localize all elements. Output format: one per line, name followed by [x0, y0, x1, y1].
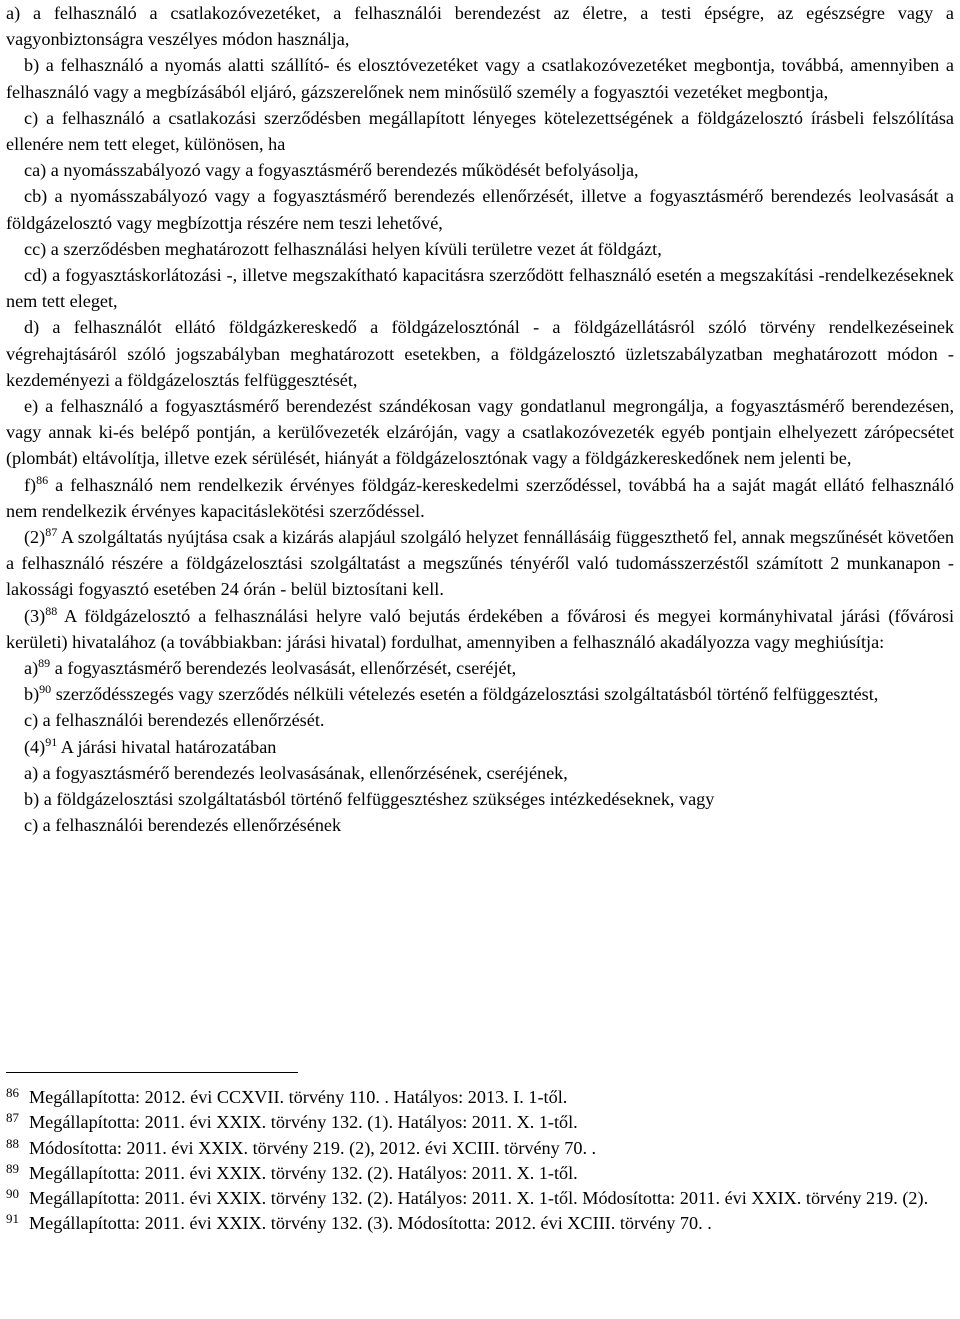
paragraph [6, 52, 954, 104]
footnote-separator [6, 1072, 298, 1073]
footnote-reference[interactable]: 88 [45, 603, 58, 618]
document-body [6, 0, 954, 839]
paragraph-text: A földgázelosztó a felhasználási helyre való bejutás érdekében a fővárosi és megyei kormányhivatal járási (fővárosi kerületi) hivatalához (a továbbiakban: járási hivatal) fordulhat, amennyiben a felhasználó akadályozza vagy meghiúsítja: [6, 605, 954, 652]
paragraph [6, 524, 954, 603]
paragraph [6, 707, 954, 733]
paragraph-text: b) a földgázelosztási szolgáltatásból történő felfüggesztéshez szükséges intézkedéseknek, vagy [24, 789, 715, 810]
paragraph-text: ca) a nyomásszabályozó vagy a fogyasztásmérő berendezés működését befolyásolja, [24, 160, 639, 181]
paragraph-text: c) a felhasználó a csatlakozási szerződésben megállapított lényeges kötelezettségének a földgázelosztó írásbeli felszólítása ellenére nem tett eleget, különösen, ha [6, 107, 954, 155]
footnote-list [6, 1085, 954, 1237]
footnote-reference[interactable]: 91 [45, 734, 58, 749]
paragraph [6, 105, 954, 157]
paragraph-text: b) a felhasználó a nyomás alatti szállító- és elosztóvezetéket vagy a csatlakozóvezetéket megbontja, továbbá, amennyiben a felhasználó vagy a megbízásából eljáró, gázszerelőnek nem minősülő személy a fogyasztói vezetéket megbontja, [6, 55, 954, 102]
footnote-text: Megállapította: 2011. évi XXIX. törvény 132. (2). Hatályos: 2011. X. 1-től. Módosította: 2011. évi XXIX. törvény 219. (2). [29, 1188, 929, 1209]
paragraph-text: a fogyasztásmérő berendezés leolvasását, ellenőrzését, cseréjét, [50, 658, 517, 679]
footnote-text: Megállapította: 2011. évi XXIX. törvény 132. (1). Hatályos: 2011. X. 1-től. [29, 1112, 578, 1133]
paragraph [6, 786, 954, 812]
footnote [6, 1110, 954, 1135]
paragraph [6, 734, 954, 760]
footnote-text: Megállapította: 2012. évi CCXVII. törvény 110. . Hatályos: 2013. I. 1-től. [29, 1087, 568, 1107]
paragraph-text: cb) a nyomásszabályozó vagy a fogyasztásmérő berendezés ellenőrzését, illetve a fogyasztásmérő berendezés leolvasását a földgázelosztó vagy megbízottja részére nem teszi lehetővé, [6, 186, 954, 233]
footnote [6, 1085, 954, 1110]
footnote-reference[interactable]: 86 [36, 472, 49, 487]
paragraph [6, 393, 954, 472]
paragraph-text: A szolgáltatás nyújtása csak a kizárás alapjául szolgáló helyzet fennállásáig függeszthető fel, annak megszűnését követően a felhasználó részére a földgázelosztási szolgáltatást a megszűnés tényéről való tudomásszerzéstől számított 2 munkanapon - lakossági fogyasztó esetében 24 órán - belül biztosítani kell. [6, 527, 954, 600]
footnote-number: 87 [6, 1110, 19, 1126]
footnote [6, 1211, 954, 1236]
footnote-number: 91 [6, 1211, 19, 1227]
paragraph [6, 655, 954, 681]
footnote-text: Megállapította: 2011. évi XXIX. törvény 132. (3). Módosította: 2012. évi XCIII. törvény 70. . [29, 1213, 712, 1234]
paragraph-text: cc) a szerződésben meghatározott felhasználási helyen kívüli területre vezet át földgázt, [24, 238, 662, 259]
paragraph-label: a) [24, 658, 39, 679]
footnote [6, 1186, 954, 1211]
footnote [6, 1136, 954, 1161]
paragraph [6, 472, 954, 524]
paragraph [6, 314, 954, 393]
paragraph [6, 681, 954, 707]
paragraph [6, 760, 954, 786]
paragraph [6, 183, 954, 235]
paragraph [6, 262, 954, 314]
paragraph [6, 157, 954, 183]
paragraph-text: A járási hivatal határozatában [57, 736, 277, 757]
paragraph-label: (4) [24, 736, 46, 757]
footnote-text: Megállapította: 2011. évi XXIX. törvény 132. (2). Hatályos: 2011. X. 1-től. [29, 1162, 578, 1183]
paragraph [6, 236, 954, 262]
paragraph-text: a) a fogyasztásmérő berendezés leolvasásának, ellenőrzésének, cseréjének, [24, 762, 568, 783]
footnote-reference[interactable]: 89 [38, 656, 51, 671]
footnote-reference[interactable]: 87 [45, 525, 58, 540]
paragraph-label: f) [24, 474, 37, 495]
footnote-text: Módosította: 2011. évi XXIX. törvény 219. (2), 2012. évi XCIII. törvény 70. . [29, 1137, 597, 1158]
paragraph-text: e) a felhasználó a fogyasztásmérő berendezést szándékosan vagy gondatlanul megrongálja, a fogyasztásmérő berendezésen, vagy annak ki-és belépő pontján, a kerülővezeték elzáróján, vagy a csatlakozóvezeték egyéb pontjain elhelyezett zárópecsétet (plombát) eltávolítja, illetve ezek sérülését, hiányát a földgázelosztónak vagy a földgázkereskedőnek nem jelenti be, [6, 396, 954, 469]
paragraph-label: (2) [24, 527, 46, 548]
paragraph-text: a) a felhasználó a csatlakozóvezetéket, a felhasználói berendezést az életre, a testi épségre, az egészségre vagy a vagyonbiztonságra veszélyes módon használja, [6, 3, 954, 50]
footnote-number: 88 [6, 1135, 19, 1151]
paragraph [6, 603, 954, 655]
footnote-number: 90 [6, 1186, 19, 1202]
footnote [6, 1161, 954, 1186]
paragraph-text: c) a felhasználói berendezés ellenőrzését. [24, 710, 325, 731]
paragraph-text: szerződésszegés vagy szerződés nélküli vételezés esetén a földgázelosztási szolgáltatásból történő felfüggesztést, [51, 684, 879, 705]
paragraph-text: a felhasználó nem rendelkezik érvényes földgáz-kereskedelmi szerződéssel, továbbá ha a saját magát ellátó felhasználó nem rendelkezik érvényes kapacitáslekötési szerződéssel. [6, 474, 954, 521]
paragraph-label: (3) [24, 605, 46, 626]
footnote-number: 86 [6, 1085, 19, 1100]
footnote-reference[interactable]: 90 [39, 682, 52, 697]
footnotes [6, 1072, 954, 1237]
paragraph-text: cd) a fogyasztáskorlátozási -, illetve megszakítható kapacitásra szerződött felhasználó esetén a megszakítási -rendelkezéseknek nem tett eleget, [6, 265, 954, 312]
footnote-number: 89 [6, 1160, 19, 1176]
paragraph [6, 0, 954, 52]
paragraph-text: c) a felhasználói berendezés ellenőrzésének [24, 815, 342, 836]
paragraph-text: d) a felhasználót ellátó földgázkereskedő a földgázelosztónál - a földgázellátásról szóló törvény rendelkezéseinek végrehajtásáról szóló jogszabályban meghatározott esetekben, a földgázelosztó üzletszabályzatban meghatározott módon - kezdeményezi a földgázelosztás felfüggesztését, [6, 317, 954, 390]
paragraph-label: b) [24, 684, 40, 705]
paragraph [6, 812, 954, 838]
